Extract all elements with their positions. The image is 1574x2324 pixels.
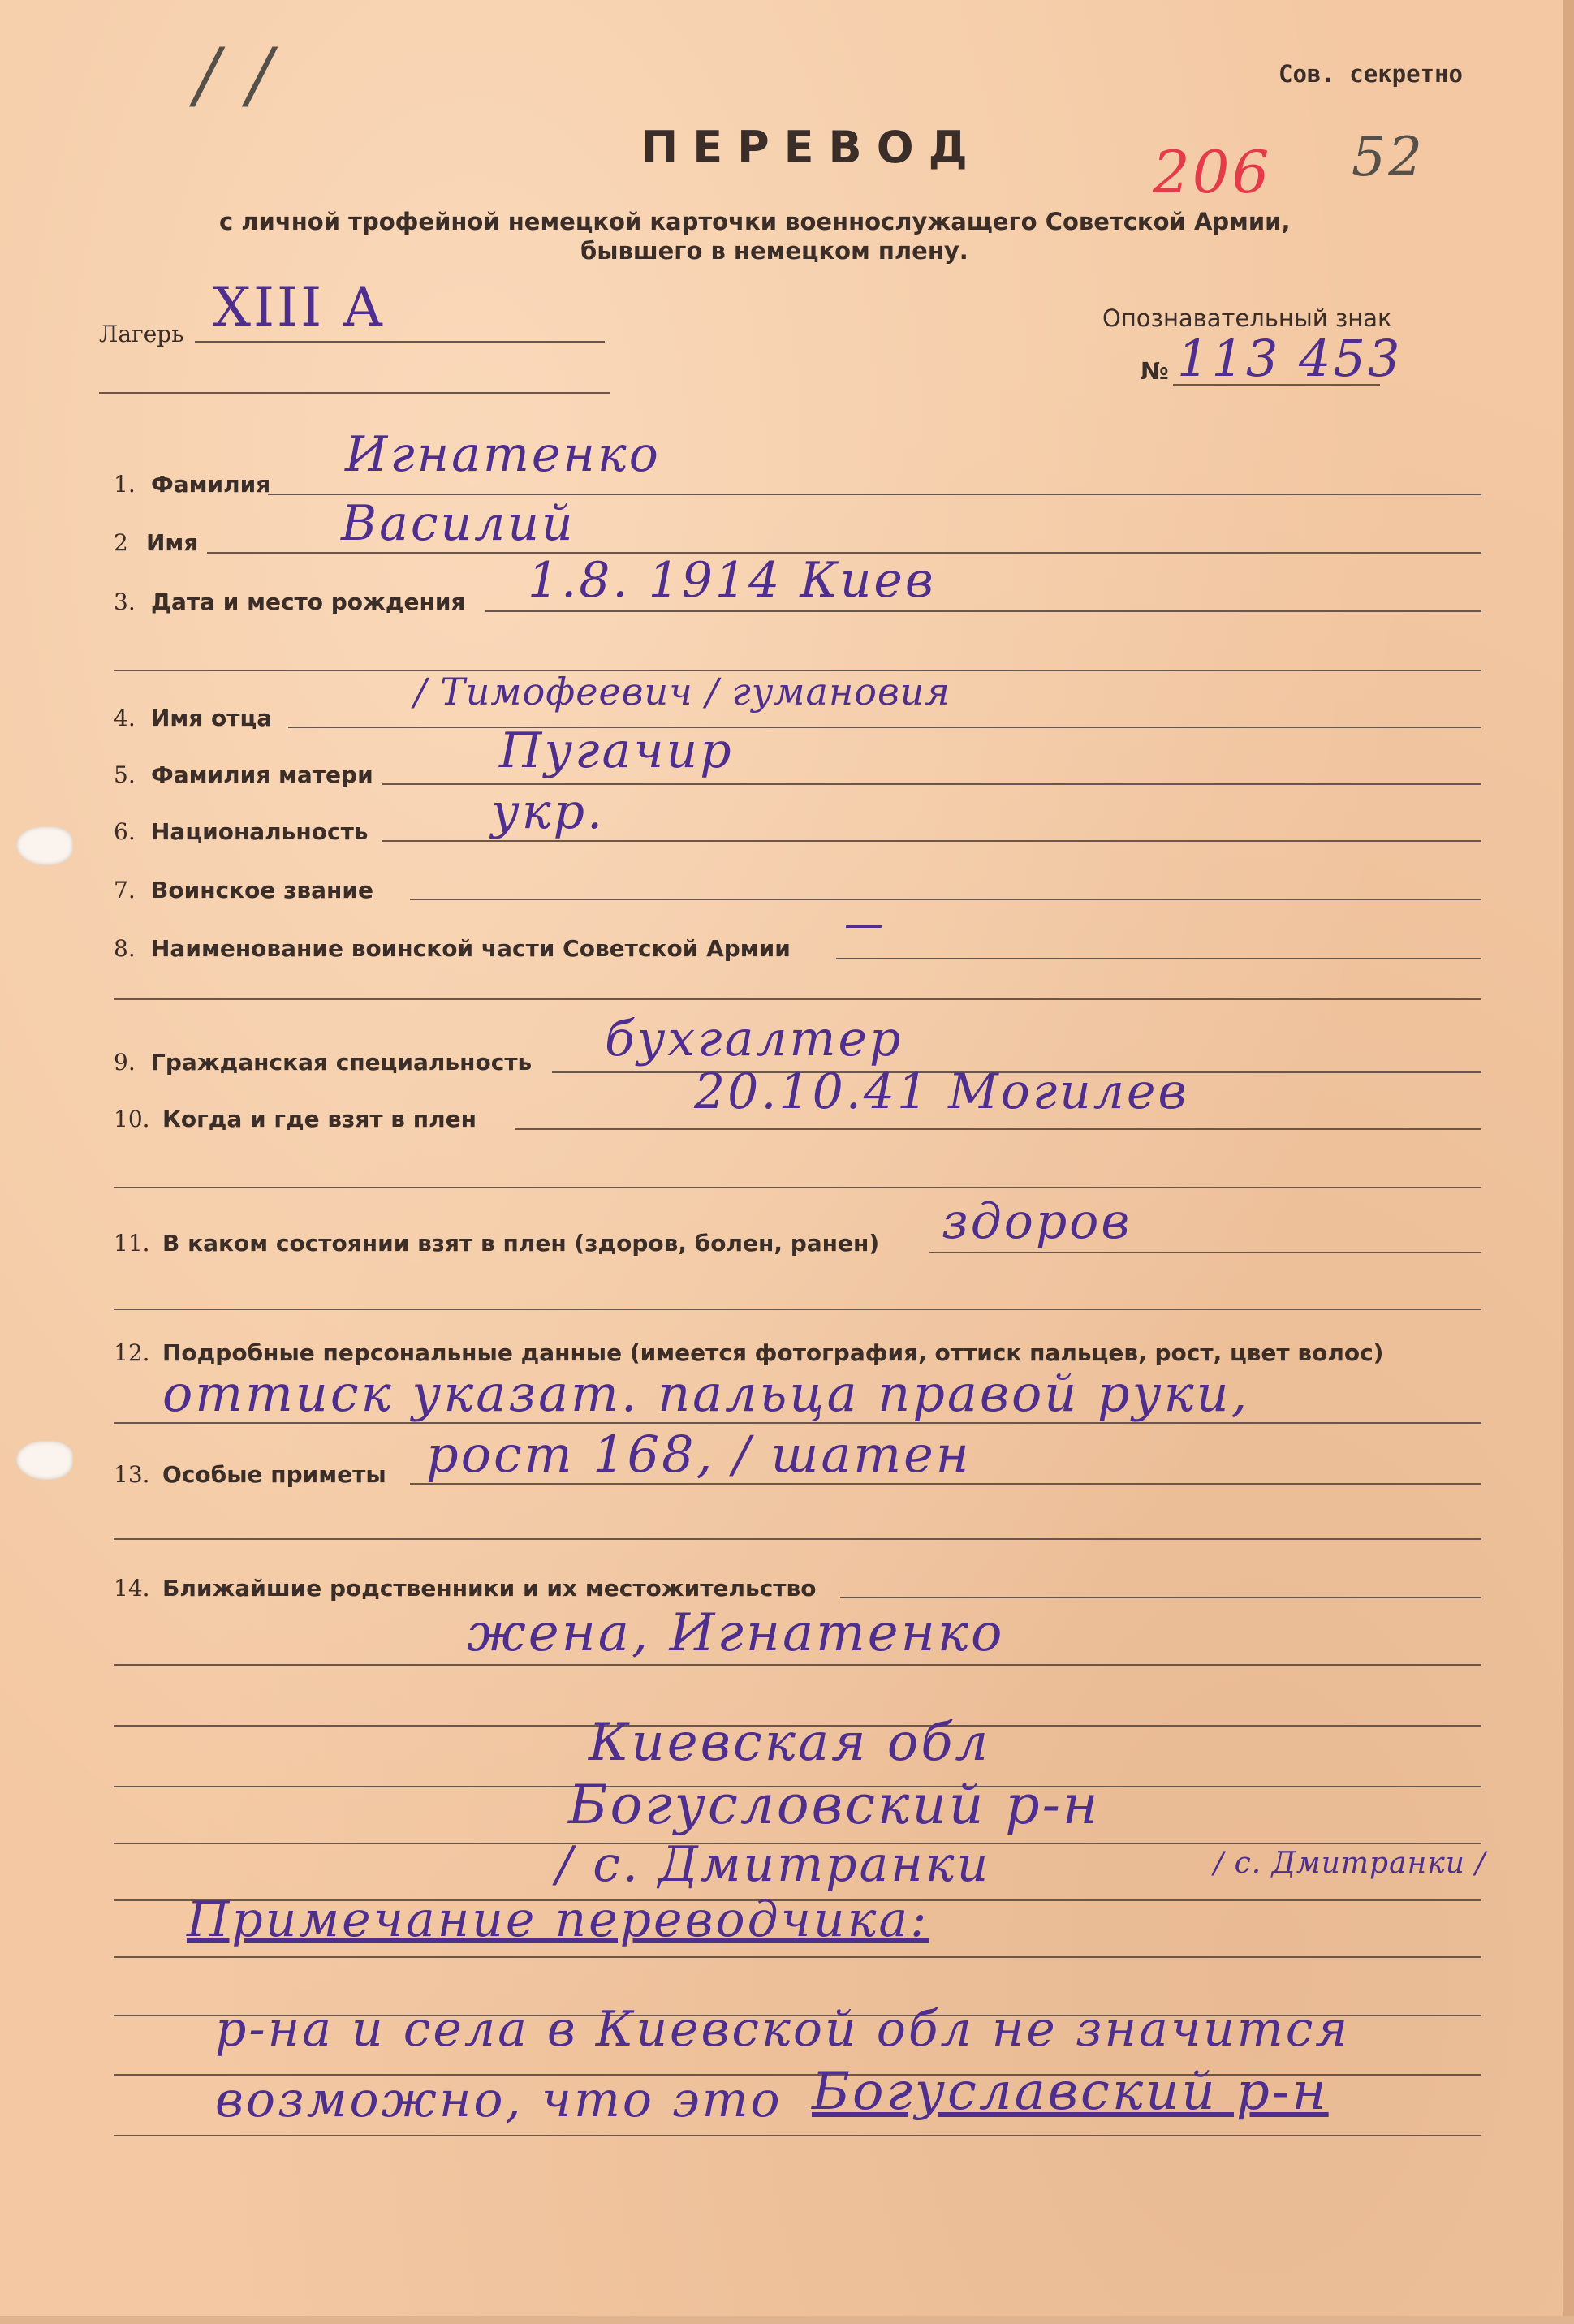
note-line-4 bbox=[114, 2135, 1481, 2136]
field-2-value: Василий bbox=[341, 495, 576, 552]
field-10-line bbox=[515, 1128, 1481, 1130]
field-10-label: Когда и где взят в плен bbox=[162, 1106, 477, 1132]
translator-note-line-1: р-на и села в Киевской обл не значится bbox=[215, 2001, 1351, 2058]
field-4-value: / Тимофеевич / гумановия bbox=[414, 670, 951, 714]
field-11-line-2 bbox=[114, 1309, 1481, 1310]
field-6-label: Национальность bbox=[151, 818, 369, 845]
field-8-num: 8. bbox=[114, 935, 136, 962]
id-tag-value: 113 453 bbox=[1177, 329, 1403, 388]
margin-mark: / / bbox=[195, 32, 275, 118]
relatives-village-note: / с. Дмитранки / bbox=[1214, 1847, 1486, 1880]
field-13-label: Особые приметы bbox=[162, 1461, 386, 1488]
field-14-label: Ближайшие родственники и их местожительство bbox=[162, 1575, 817, 1602]
page-edge-bottom bbox=[0, 2316, 1574, 2324]
relatives-line-1 bbox=[114, 1664, 1481, 1666]
field-10-value: 20.10.41 Могилев bbox=[694, 1063, 1189, 1120]
field-3-line bbox=[485, 610, 1481, 612]
field-11-label: В каком состоянии взят в плен (здоров, болен, ранен) bbox=[162, 1230, 880, 1257]
field-9-label: Гражданская специальность bbox=[151, 1049, 533, 1076]
field-6-value: укр. bbox=[491, 783, 606, 840]
grey-number-annotation: 52 bbox=[1352, 126, 1425, 188]
field-8-label: Наименование воинской части Советской Армии bbox=[151, 935, 791, 962]
camp-value: XIII A bbox=[213, 276, 385, 338]
id-tag-prefix: № bbox=[1141, 357, 1169, 385]
page-edge-right bbox=[1563, 0, 1574, 2324]
field-1-label: Фамилия bbox=[151, 471, 271, 498]
note-line-1 bbox=[114, 1956, 1481, 1958]
field-7-label: Воинское звание bbox=[151, 877, 373, 903]
field-4-label: Имя отца bbox=[151, 705, 273, 731]
camp-underline bbox=[195, 341, 605, 343]
classification-label: Сов. секретно bbox=[1279, 60, 1463, 88]
field-10-num: 10. bbox=[114, 1106, 150, 1132]
field-11-value: здоров bbox=[942, 1193, 1132, 1250]
field-6-line bbox=[382, 840, 1481, 842]
field-14-line bbox=[840, 1597, 1481, 1598]
field-13-line-2 bbox=[114, 1538, 1481, 1540]
field-4-num: 4. bbox=[114, 705, 136, 731]
field-9-num: 9. bbox=[114, 1049, 136, 1076]
field-13-value: рост 168, / шатен bbox=[426, 1425, 972, 1484]
field-12-value: оттиск указат. пальца правой руки, bbox=[162, 1364, 1250, 1423]
subtitle-line-2: бывшего в немецком плену. bbox=[580, 237, 968, 265]
camp-label: Лагерь bbox=[99, 321, 184, 347]
red-number-annotation: 206 bbox=[1153, 138, 1272, 206]
relatives-district: Богусловский р-н bbox=[568, 1774, 1101, 1836]
camp-underline-2 bbox=[99, 392, 610, 394]
field-11-num: 11. bbox=[114, 1230, 150, 1257]
field-9-value: бухгалтер bbox=[605, 1011, 903, 1067]
field-1-value: Игнатенко bbox=[345, 426, 661, 483]
field-11-line bbox=[929, 1252, 1481, 1253]
field-8-value: — bbox=[844, 901, 886, 946]
field-10-line-2 bbox=[114, 1187, 1481, 1188]
translator-note-line-2: возможно, что это bbox=[215, 2072, 783, 2128]
relatives-spouse: жена, Игнатенко bbox=[467, 1603, 1005, 1663]
field-5-label: Фамилия матери bbox=[151, 761, 373, 788]
field-12-label: Подробные персональные данные (имеется фотография, оттиск пальцев, рост, цвет волос) bbox=[162, 1339, 1384, 1366]
field-5-value: Пугачир bbox=[499, 722, 734, 779]
field-3-label: Дата и место рождения bbox=[151, 589, 466, 615]
field-13-num: 13. bbox=[114, 1461, 150, 1488]
subtitle-line-1: с личной трофейной немецкой карточки военнослужащего Советской Армии, bbox=[219, 208, 1291, 235]
translator-note-district: Богуславский р-н bbox=[812, 2062, 1329, 2122]
field-3-num: 3. bbox=[114, 589, 136, 615]
field-1-num: 1. bbox=[114, 471, 136, 498]
punch-hole-top bbox=[16, 826, 73, 865]
field-8-line-2 bbox=[114, 998, 1481, 1000]
field-6-num: 6. bbox=[114, 818, 136, 845]
field-3-value: 1.8. 1914 Киев bbox=[528, 552, 936, 609]
relatives-village: / с. Дмитранки bbox=[556, 1836, 991, 1893]
field-12-num: 12. bbox=[114, 1339, 150, 1366]
field-4-line bbox=[288, 727, 1481, 728]
translator-note-heading: Примечание переводчика: bbox=[187, 1891, 929, 1948]
id-tag-label: Опознавательный знак bbox=[1102, 304, 1392, 332]
document-title: ПЕРЕВОД bbox=[641, 122, 982, 173]
field-2-num: 2 bbox=[114, 529, 128, 556]
field-7-num: 7. bbox=[114, 877, 136, 903]
relatives-region: Киевская обл bbox=[589, 1713, 991, 1773]
field-14-num: 14. bbox=[114, 1575, 150, 1602]
field-2-label: Имя bbox=[146, 529, 199, 556]
field-5-num: 5. bbox=[114, 761, 136, 788]
field-7-line bbox=[410, 899, 1481, 900]
field-8-line bbox=[836, 958, 1481, 959]
punch-hole-bottom bbox=[16, 1441, 73, 1480]
